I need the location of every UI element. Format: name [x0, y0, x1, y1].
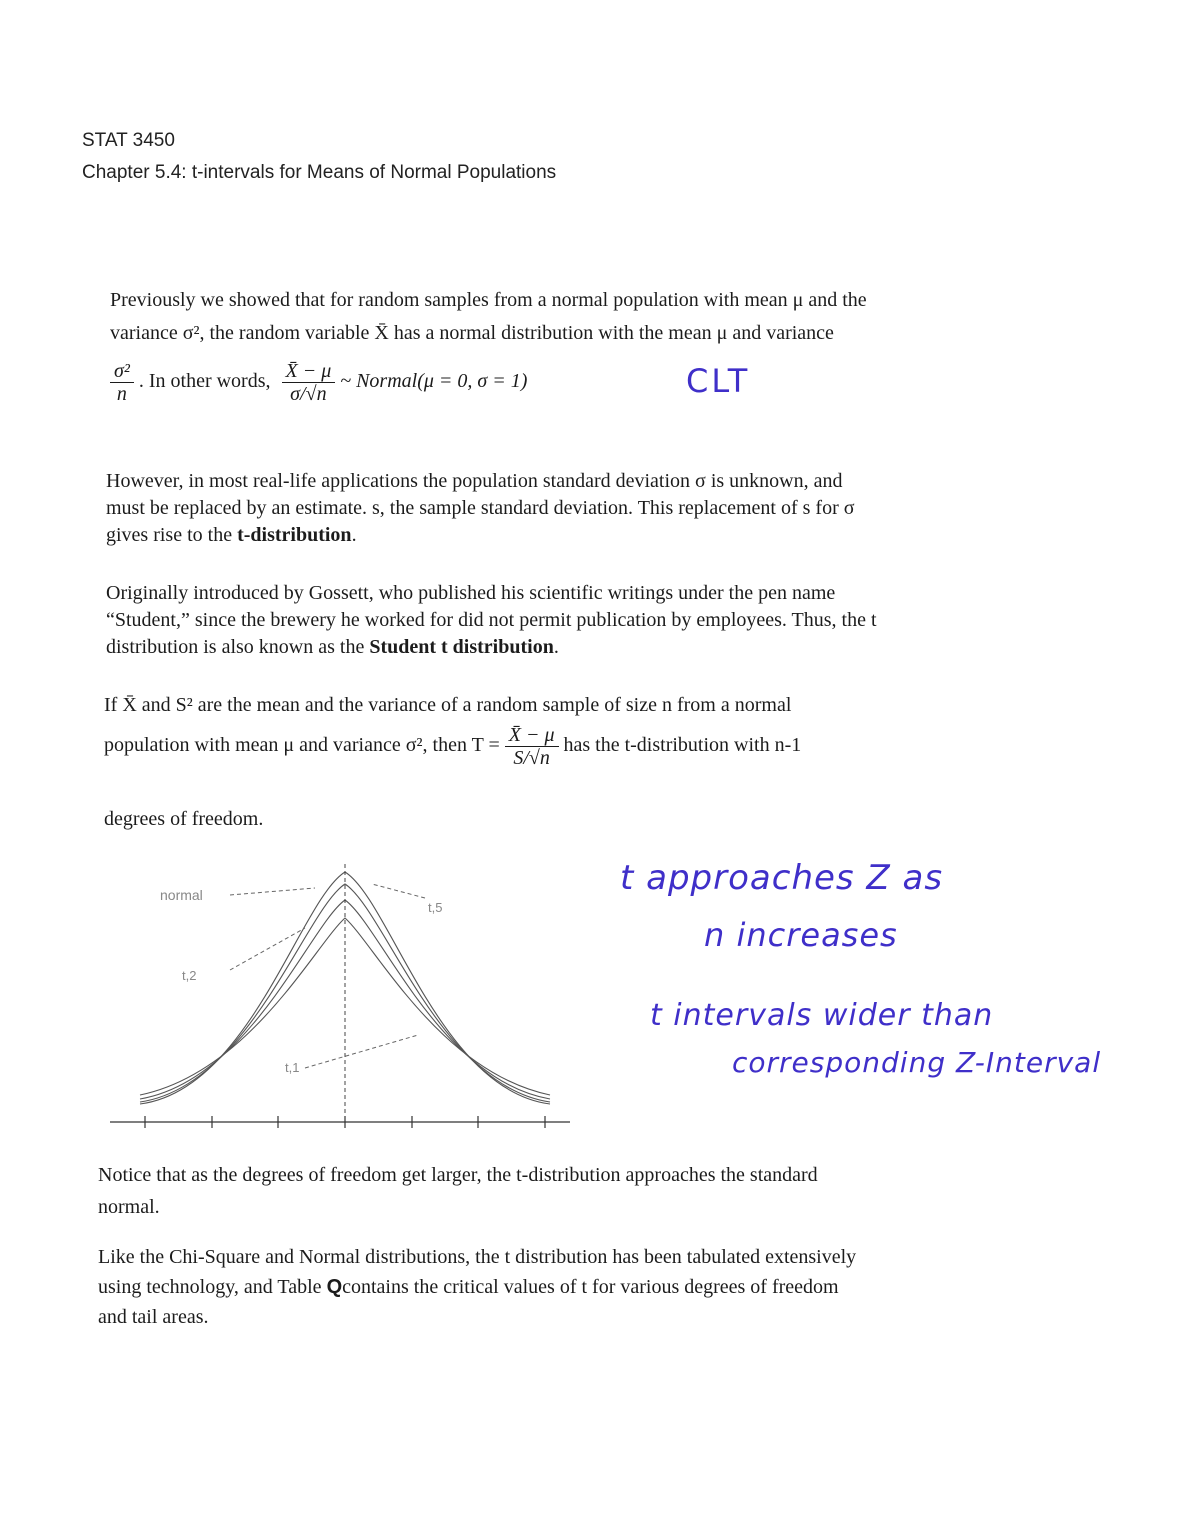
variance-over-n-fraction: $\frac{\text{σ²}}{n}$ — [110, 360, 134, 405]
z-statistic-fraction: $\frac{X̄ - \mu}{\sigma/√n}$ — [282, 360, 336, 405]
para3-line2: “Student,” since the brewery he worked for did not permit publication by employees. Thus, the t — [106, 609, 877, 631]
handwritten-note-line2: n increases — [704, 916, 898, 954]
handwritten-note-line4: corresponding Z-Interval — [732, 1046, 1102, 1079]
student-t-term: Student t distribution — [369, 636, 554, 658]
para2-line1: However, in most real-life applications the population standard deviation σ is unknown, and — [106, 470, 843, 492]
t1-label: t,1 — [285, 1060, 300, 1075]
para6-line3: and tail areas. — [98, 1306, 209, 1328]
handwritten-note-line1: t approaches Z as — [620, 858, 944, 898]
t2-label: t,2 — [182, 968, 197, 983]
para4-line1: If X̄ and S² are the mean and the variance of a random sample of size n from a normal — [104, 694, 792, 716]
para6-line1: Like the Chi-Square and Normal distributions, the t distribution has been tabulated extensively — [98, 1246, 857, 1268]
para3-line3: distribution is also known as the Student t distribution. — [106, 636, 559, 658]
para5-line2: normal. — [98, 1196, 160, 1218]
para1-line1: Previously we showed that for random samples from a normal population with mean μ and the — [110, 289, 867, 311]
normal-label: normal — [160, 887, 203, 903]
para1-line2: variance σ², the random variable X̄ has a normal distribution with the mean μ and variance — [110, 322, 834, 344]
para4-line2: population with mean μ and variance σ², then T = $\frac{X̄ - \mu}{S/√n}$ has the t-distribution with n-1 — [104, 724, 802, 769]
course-title: STAT 3450 — [82, 130, 175, 151]
para2-line3: gives rise to the t-distribution. — [106, 524, 357, 546]
para3-line1: Originally introduced by Gossett, who published his scientific writings under the pen name — [106, 582, 836, 604]
para1-formula-line — [110, 360, 710, 405]
table-letter: Q — [326, 1276, 343, 1298]
para6-line2: using technology, and Table Qcontains the critical values of t for various degrees of freedom — [98, 1276, 839, 1298]
t5-label: t,5 — [428, 900, 443, 915]
t-distribution-figure — [100, 850, 590, 1140]
para5-line1: Notice that as the degrees of freedom get larger, the t-distribution approaches the standard — [98, 1164, 818, 1186]
chapter-title: Chapter 5.4: t-intervals for Means of Normal Populations — [82, 162, 557, 183]
in-other-words-text: . In other words, — [138, 370, 271, 393]
clt-annotation: CLT — [686, 362, 751, 400]
t-distribution-term: t-distribution — [237, 524, 352, 546]
handwritten-note-line3: t intervals wider than — [650, 998, 994, 1033]
normal-distribution-text: ~ Normal(μ = 0, σ = 1) — [340, 370, 528, 393]
para2-line2: must be replaced by an estimate. s, the sample standard deviation. This replacement of s for σ — [106, 497, 855, 519]
t-statistic-fraction: $\frac{X̄ - \mu}{S/√n}$ — [505, 724, 559, 769]
label-leaders — [230, 884, 425, 1068]
para4-line3: degrees of freedom. — [104, 808, 264, 830]
